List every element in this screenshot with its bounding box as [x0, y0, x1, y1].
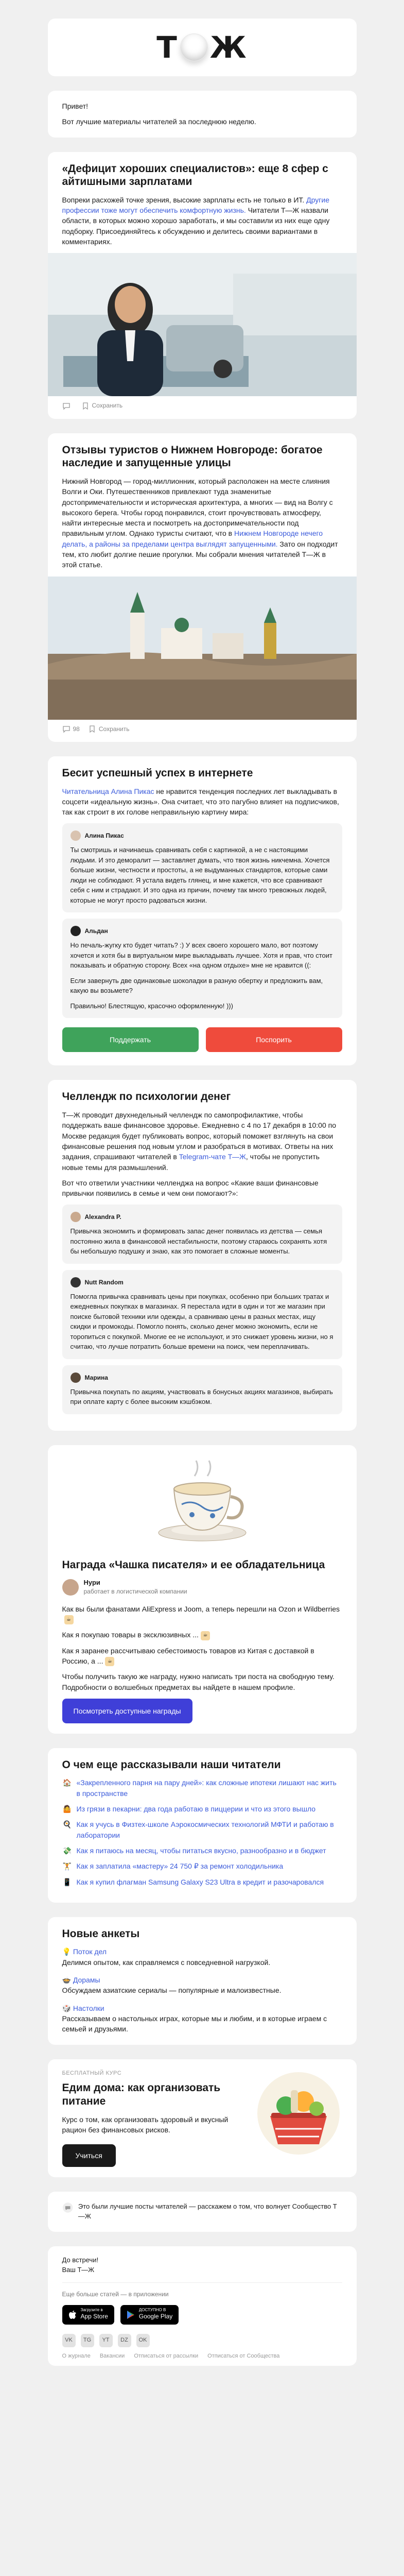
profile-desc: Рассказываем о настольных играх, которые мы и любим, и в которые играем с семьей и друзьями.: [62, 2014, 327, 2033]
badge-icon: ☕: [105, 1657, 114, 1666]
avatar: [71, 1277, 81, 1287]
shrug-icon: 🤷: [62, 1805, 72, 1814]
store-name: App Store: [80, 2313, 108, 2320]
challenge-question: Вот что ответили участники челленджа на вопрос «Какие ваши финансовые привычки появились в семье и чем они помогают?»:: [62, 1178, 319, 1198]
vk-icon[interactable]: VK: [62, 2334, 76, 2347]
award-image: [48, 1445, 357, 1558]
house-icon: 🏠: [62, 1778, 72, 1787]
comments-count: 98: [73, 725, 80, 733]
course-eyebrow: БЕСПЛАТНЫЙ КУРС: [62, 2070, 122, 2076]
story-link[interactable]: Как я питаюсь на месяц, чтобы питаться вкусно, разнообразно и в бюджет: [76, 1846, 326, 1855]
story-item[interactable]: [62, 1804, 342, 1814]
cooking-icon: 🍳: [62, 1820, 72, 1829]
telegram-chat-link[interactable]: Telegram-чате Т—Ж: [179, 1153, 246, 1161]
course-text: Курс о том, как организовать здоровый и вкусный рацион без финансовых рисков.: [62, 2115, 229, 2134]
save-button[interactable]: [81, 401, 123, 410]
story-item[interactable]: [62, 1861, 342, 1871]
challenge-card: [48, 1080, 357, 1430]
feedback-card: [48, 2192, 357, 2232]
article-image-office[interactable]: [48, 253, 357, 396]
discussion-intro-text: не нравится тенденция последних лет выкладывать в соцсети «идеальную жизнь». Она считает, что это пагубно влияет на подписчиков, так как строит в их голове неправильную картину мира:: [62, 787, 339, 817]
google-play-button[interactable]: [120, 2305, 179, 2325]
money-icon: 💸: [62, 1846, 72, 1855]
quote-author: [71, 1372, 334, 1383]
vacancies-link[interactable]: Вакансии: [99, 2353, 125, 2360]
food-basket-icon: [255, 2070, 342, 2157]
quote-block: [62, 1270, 342, 1359]
profile-link[interactable]: Поток дел: [73, 1947, 107, 1956]
quote-author: [71, 831, 334, 841]
store-name: Google Play: [138, 2313, 173, 2320]
bulb-icon: 💡: [62, 1947, 71, 1956]
award-title[interactable]: Награда «Чашка писателя» и ее обладательница: [62, 1558, 325, 1571]
profile-link[interactable]: Дорамы: [73, 1976, 100, 1985]
other-stories-title: О чем еще рассказывали наши читатели: [62, 1758, 281, 1771]
phone-icon: 📱: [62, 1877, 72, 1886]
view-awards-button[interactable]: Посмотреть доступные награды: [62, 1699, 192, 1723]
article-lead: [62, 195, 342, 247]
comment-icon: [62, 725, 71, 733]
course-title[interactable]: Едим дома: как организовать питание: [62, 2082, 221, 2108]
winner-name[interactable]: Нури: [83, 1578, 100, 1586]
article-link[interactable]: Нижнем Новгороде нечего делать, а районы за пределами центра выглядят запущенными.: [62, 529, 323, 548]
quote-author: [71, 1277, 334, 1287]
quote-author: [71, 1212, 334, 1222]
telegram-icon[interactable]: TG: [81, 2334, 94, 2347]
quote-author-name[interactable]: Alexandra P.: [84, 1213, 121, 1221]
author-link[interactable]: Читательница Алина Пикас: [62, 787, 154, 795]
unsubscribe-community-link[interactable]: Отписаться от Сообщества: [207, 2353, 280, 2360]
award-post-text: Как я покупаю товары в эксклюзивных ...: [62, 1631, 199, 1639]
quote-text: Помогла привычка сравнивать цены при покупках, особенно при больших тратах и ежедневных покупках в магазинах. Я перестала идти в один и тот же магазин при поиске бытовой техники или одежды, а сравниваю цены в разных местах, ищу скидки и промокоды. Помогло понять, сколько денег можно экономить, если не торопиться с покупкой. Многие ее не используют, и это снижает уровень жизни, но я считаю, что лучше потратить больше времени на поиск, чем переплачивать.: [70, 1292, 333, 1351]
tool-icon: 🏋: [62, 1862, 72, 1871]
quote-text: Но печаль-жугку кто будет читать? :) У всех своего хорошего мало, вот поэтому хочется и хотя бы в виртуальном мире выкладывать лучшее. Хотя и прав, что стоит показывать и обратную сторону. Всех «на одном отдыхе» мне не нравится ((:: [70, 941, 333, 970]
footer-card: [48, 2246, 357, 2366]
challenge-text: Т—Ж проводит двухнедельный челлендж по самопрофилактике, чтобы поддержать ваше финансовое здоровье. Ежедневно с 4 по 17 декабря в 10:00 по Москве редакция будет публиковать вопрос, который поможет взглянуть на свои финансовые решения под новым углом и разобраться в мотивах. Ответы на них задания, спрашивают читателей в: [62, 1111, 336, 1161]
winner-role: работает в логистической компании: [83, 1588, 187, 1596]
avatar: [71, 926, 81, 936]
teacup-icon: [151, 1458, 254, 1546]
award-post[interactable]: [62, 1604, 342, 1625]
article-card-nizhny: [48, 433, 357, 742]
bowl-icon: 🍲: [62, 1976, 71, 1985]
argue-button[interactable]: Поспорить: [206, 1027, 342, 1052]
story-item[interactable]: [62, 1819, 342, 1840]
award-card: [48, 1445, 357, 1734]
quote-text: Привычка покупать по акциям, участвовать в бонусных акциях магазинов, выбирать при оплате карту с более высоким кэшбэком.: [70, 1387, 333, 1406]
story-item[interactable]: [62, 1777, 342, 1799]
article-image-city[interactable]: [48, 577, 357, 720]
bookmark-icon: [81, 402, 90, 410]
article-title[interactable]: «Дефицит хороших специалистов»: еще 8 сфер с айтишными зарплатами: [62, 162, 328, 188]
intro-card: [48, 91, 357, 138]
logo-letter: Т: [156, 29, 178, 65]
comments-counter[interactable]: [62, 402, 73, 410]
discussion-title[interactable]: Бесит успешный успех в интернете: [62, 767, 253, 779]
logo-ball-icon: [180, 33, 208, 61]
article-text: Вопреки расхожей точке зрения, высокие зарплаты есть не только в ИТ.: [62, 195, 307, 204]
article-card-salaries: [48, 152, 357, 419]
quote-block: [62, 1205, 342, 1264]
about-link[interactable]: О журнале: [62, 2353, 91, 2360]
logo-card: [48, 19, 357, 76]
quote-block: [62, 1365, 342, 1414]
save-button[interactable]: [88, 725, 130, 734]
logo-letter: Ж: [209, 29, 248, 65]
bookmark-icon: [88, 725, 96, 733]
profile-item[interactable]: [62, 1975, 342, 1996]
unsubscribe-link[interactable]: Отписаться от рассылки: [134, 2353, 199, 2360]
badge-icon: ☕: [64, 1615, 74, 1624]
quote-author-name[interactable]: Nutt Random: [84, 1278, 124, 1286]
article-text: Читатели Т—Ж назвали области, в которых можно хорошо заработать, и мы составили из них еще одну подборку. Присоединяйтесь к обсуждению и делитесь своими вариантами в комментариях.: [62, 206, 330, 246]
ok-icon[interactable]: OK: [136, 2334, 150, 2347]
quote-text: Привычка экономить и формировать запас денег появилась из детства — семья постоянно жила в финансовой нестабильности, поэтому стараюсь сохранять хотя бы небольшую подушку и знаю, как это помогает в сложные моменты.: [70, 1227, 327, 1256]
quote-block: [62, 919, 342, 1018]
avatar: [71, 1212, 81, 1222]
dzen-icon[interactable]: DZ: [118, 2334, 131, 2347]
profile-item[interactable]: [62, 1946, 342, 1968]
new-profiles-title: Новые анкеты: [62, 1927, 140, 1940]
article-meta: [48, 720, 357, 742]
email-container: [48, 0, 357, 2396]
store-buttons: [62, 2305, 342, 2325]
avatar: [71, 1372, 81, 1383]
profile-link[interactable]: Настолки: [73, 2004, 104, 2012]
story-link[interactable]: «Закрепленного парня на пару дней»: как сложные ипотеки лишают нас жить в пространстве: [76, 1778, 337, 1798]
article-link[interactable]: Другие профессии тоже могут обеспечить комфортную жизнь.: [62, 195, 329, 215]
profile-desc: Обсуждаем азиатские сериалы — популярные и малоизвестные.: [62, 1986, 282, 1995]
award-post-text: Как вы были фанатами AliExpress и Joom, а теперь перешли на Ozon и Wildberries: [62, 1604, 340, 1613]
avatar: [71, 831, 81, 841]
article-text: Зато он подходит тем, кто любит долгие пешие прогулки. Мы собрали мнения читателей Т—Ж в этой статье.: [62, 539, 338, 569]
story-link[interactable]: Как я заплатила «мастеру» 24 750 ₽ за ремонт холодильника: [76, 1862, 284, 1871]
award-post-text: Как я заранее рассчитываю себестоимость товаров из Китая с доставкой в Россию, а ...: [62, 1646, 314, 1665]
discussion-card: [48, 756, 357, 1066]
story-item[interactable]: [62, 1877, 342, 1887]
other-stories-card: [48, 1748, 357, 1903]
quote-author: [71, 926, 334, 936]
award-info: Чтобы получить такую же награду, нужно написать три поста на свободную тему. Подробности о волшебных предметах вы найдете в нашем профиле.: [62, 1672, 335, 1691]
intro-text: Вот лучшие материалы читателей за последнюю неделю.: [62, 117, 256, 126]
article-lead: [62, 476, 342, 570]
story-link[interactable]: Как я учусь в Физтех-школе Аэрокосмических технологий МФТИ и работаю в лаборатории: [76, 1820, 334, 1839]
course-card: [48, 2059, 357, 2178]
story-item[interactable]: [62, 1845, 342, 1856]
quote-author-name[interactable]: Альдан: [84, 927, 108, 935]
dice-icon: 🎲: [62, 2004, 71, 2012]
profile-item[interactable]: [62, 2003, 342, 2035]
store-caption: Загрузите в: [80, 2308, 103, 2313]
youtube-icon[interactable]: YT: [99, 2334, 113, 2347]
challenge-intro: [62, 1110, 342, 1173]
apps-text: Еще больше статей — в приложении: [62, 2290, 169, 2298]
chat-icon: [62, 2202, 73, 2213]
app-store-button[interactable]: [62, 2305, 114, 2325]
quote-author-name[interactable]: Марина: [84, 1374, 108, 1381]
article-title[interactable]: Отзывы туристов о Нижнем Новгороде: богатое наследие и запущенные улицы: [62, 444, 323, 469]
article-meta: [48, 396, 357, 418]
award-winner: [62, 1578, 342, 1597]
social-links: [62, 2334, 342, 2347]
badge-icon: ☕: [201, 1631, 210, 1640]
award-post[interactable]: [62, 1630, 342, 1640]
challenge-text: , чтобы не пропустить новые темы для размышлений.: [62, 1153, 320, 1172]
comments-counter[interactable]: [62, 725, 80, 734]
challenge-title[interactable]: Челлендж по психологии денег: [62, 1091, 231, 1103]
quote-text: Ты смотришь и начинаешь сравнивать себя с картинкой, а не с настоящими людьми. И это деморалит — заставляет думать, что твоя жизнь никчемна. Хочется больше жизни, честности и простоты, а не выдуманных стандартов, которые сами люди не соблюдают. Я устала видеть глянец, и мне кажется, что все сравнивают себя с ним и страдают. И это одна из причин, почему так много тревожных людей, которые не могут просто радоваться жизни.: [70, 846, 330, 904]
article-text: Нижний Новгород — город-миллионник, который расположен на месте слияния Волги и Оки. Путешественников привлекают туда знаменитые достопримечательности и историческая архитектура, а многих — вид на Волгу с высокого берега. Чтобы город понравился, стоит прочувствовать атмосферу, найти интересные места и посмотреть на достопримечательности под правильным углом. Однако туристы считают, что в: [62, 477, 333, 538]
footer-links: [62, 2352, 342, 2361]
save-label: Сохранить: [98, 725, 130, 733]
support-button[interactable]: Поддержать: [62, 1027, 199, 1052]
quote-text: Правильно! Блестящую, красочно оформленную! ))): [70, 1002, 233, 1010]
tj-logo[interactable]: [156, 26, 248, 69]
learn-button[interactable]: Учиться: [62, 2144, 116, 2167]
new-profiles-card: [48, 1917, 357, 2045]
discussion-actions: [62, 1027, 342, 1052]
feedback-text[interactable]: Это были лучшие посты читателей — расскажем о том, что волнует Сообщество Т—Ж: [78, 2202, 337, 2221]
signoff: Ваш Т—Ж: [62, 2265, 95, 2274]
signoff: До встречи!: [62, 2256, 99, 2264]
quote-text: Если завернуть две одинаковые шоколадки в разную обертку и предложить вам, какую вы возьмете?: [70, 976, 323, 995]
apple-icon: [68, 2310, 77, 2319]
comment-icon: [62, 402, 71, 410]
award-post[interactable]: [62, 1646, 342, 1667]
quote-author-name[interactable]: Алина Пикас: [84, 832, 124, 840]
story-link[interactable]: Из грязи в пекарни: два года работаю в пиццерии и что из этого вышло: [76, 1805, 316, 1814]
google-play-icon: [127, 2310, 135, 2319]
discussion-intro: [62, 786, 342, 818]
quote-block: [62, 823, 342, 912]
store-caption: ДОСТУПНО В: [138, 2308, 166, 2313]
profile-desc: Делимся опытом, как справляемся с повседневной нагрузкой.: [62, 1958, 271, 1967]
save-label: Сохранить: [92, 402, 123, 410]
greeting: Привет!: [62, 102, 89, 110]
story-link[interactable]: Как я купил флагман Samsung Galaxy S23 Ultra в кредит и разочаровался: [76, 1877, 324, 1886]
avatar: [62, 1579, 79, 1596]
